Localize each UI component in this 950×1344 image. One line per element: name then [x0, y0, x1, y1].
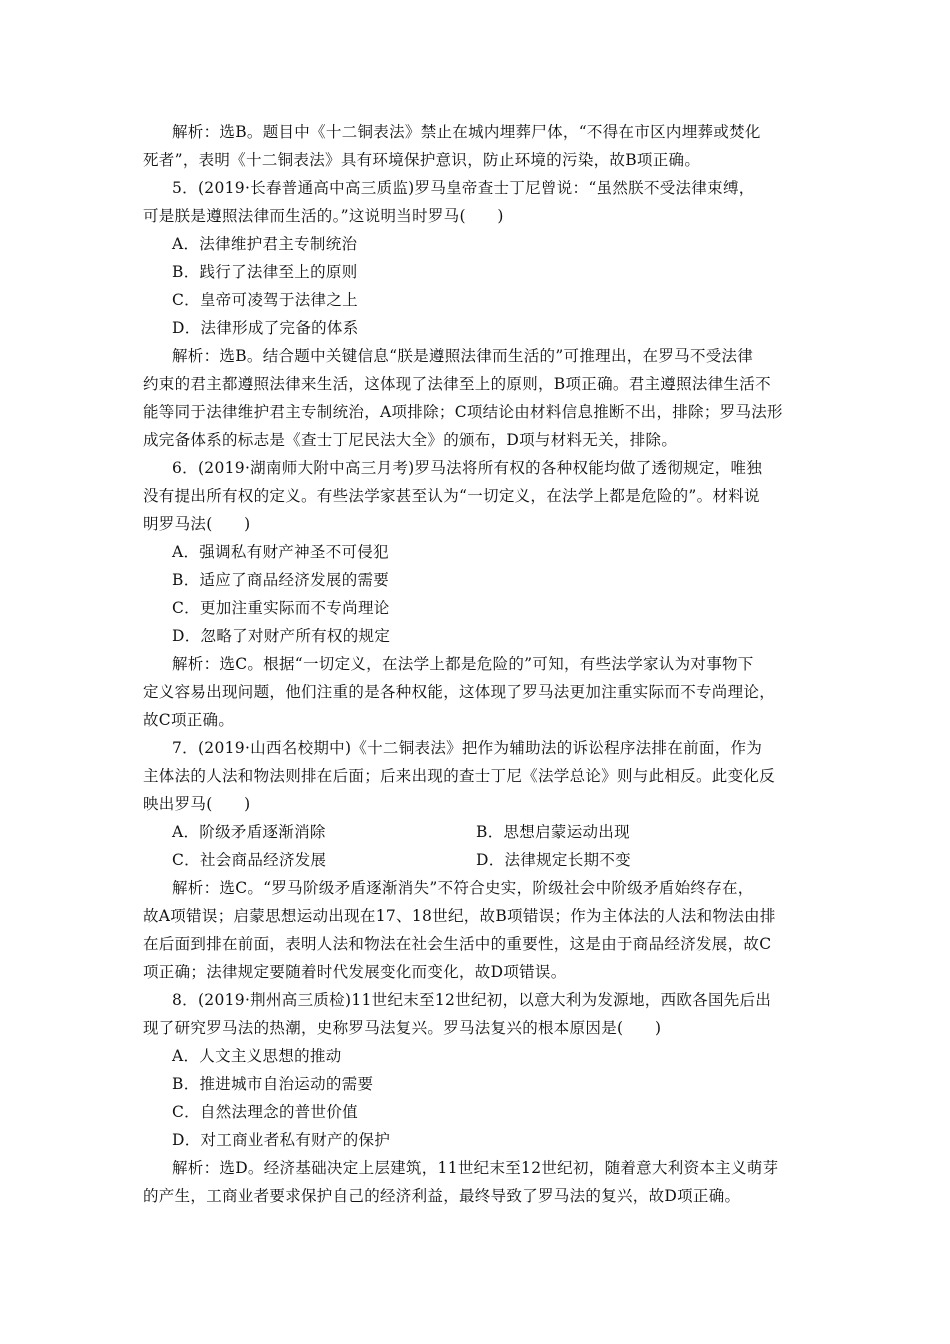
- option-c: C．自然法理念的普世价值: [172, 1103, 358, 1121]
- question-stem: 8．(2019·荆州高三质检)11世纪末至12世纪初，以意大利为发源地，西欧各国先后出: [172, 991, 772, 1009]
- option-a: A．强调私有财产神圣不可侵犯: [172, 543, 389, 561]
- text-line: 解析：选C。“罗马阶级矛盾逐渐消失”不符合史实，阶级社会中阶级矛盾始终存在，: [172, 879, 754, 897]
- option-a: A．人文主义思想的推动: [172, 1047, 342, 1065]
- option-d: D．忽略了对财产所有权的规定: [172, 627, 391, 645]
- text-line: 能等同于法律维护君主专制统治，A项排除；C项结论由材料信息推断不出，排除；罗马法形: [143, 403, 783, 421]
- question-stem: 现了研究罗马法的热潮，史称罗马法复兴。罗马法复兴的根本原因是( ): [143, 1019, 662, 1037]
- question-stem: 明罗马法( ): [143, 515, 251, 533]
- question-stem: 没有提出所有权的定义。有些法学家甚至认为“一切定义，在法学上都是危险的”。材料说: [143, 487, 760, 505]
- text-line: 定义容易出现问题，他们注重的是各种权能，这体现了罗马法更加注重实际而不专尚理论，: [143, 683, 776, 701]
- option-a: A．阶级矛盾逐渐消除: [172, 823, 326, 841]
- question-stem: 映出罗马( ): [143, 795, 251, 813]
- option-c: C．社会商品经济发展: [172, 851, 327, 869]
- text-line: 解析：选B。结合题中关键信息“朕是遵照法律而生活的”可推理出，在罗马不受法律: [172, 347, 754, 365]
- option-b: B．推进城市自治运动的需要: [172, 1075, 374, 1093]
- question-stem: 可是朕是遵照法律而生活的。”这说明当时罗马( ): [143, 207, 504, 225]
- question-stem: 主体法的人法和物法则排在后面；后来出现的查士丁尼《法学总论》则与此相反。此变化反: [143, 767, 776, 785]
- text-line: 约束的君主都遵照法律来生活，这体现了法律至上的原则，B项正确。君主遵照法律生活不: [143, 375, 771, 393]
- option-d: D．法律形成了完备的体系: [172, 319, 359, 337]
- option-b: B．践行了法律至上的原则: [172, 263, 358, 281]
- option-c: C．更加注重实际而不专尚理论: [172, 599, 390, 617]
- option-a: A．法律维护君主专制统治: [172, 235, 358, 253]
- option-b: B．思想启蒙运动出现: [476, 823, 630, 841]
- text-line: 解析：选C。根据“一切定义，在法学上都是危险的”可知，有些法学家认为对事物下: [172, 655, 754, 673]
- text-line: 的产生，工商业者要求保护自己的经济利益，最终导致了罗马法的复兴，故D项正确。: [143, 1187, 741, 1205]
- option-d: D．法律规定长期不变: [476, 851, 631, 869]
- question-stem: 5．(2019·长春普通高中高三质监)罗马皇帝查士丁尼曾说：“虽然朕不受法律束缚，: [172, 179, 755, 197]
- text-line: 项正确；法律规定要随着时代发展变化而变化，故D项错误。: [143, 963, 567, 981]
- question-stem: 6．(2019·湖南师大附中高三月考)罗马法将所有权的各种权能均做了透彻规定，唯独: [172, 459, 763, 477]
- text-line: 死者”，表明《十二铜表法》具有环境保护意识，防止环境的污染，故B项正确。: [143, 151, 701, 169]
- text-line: 解析：选B。题目中《十二铜表法》禁止在城内埋葬尸体，“不得在市区内埋葬或焚化: [172, 123, 761, 141]
- text-line: 解析：选D。经济基础决定上层建筑，11世纪末至12世纪初，随着意大利资本主义萌芽: [172, 1159, 779, 1177]
- text-line: 故C项正确。: [143, 711, 235, 729]
- text-line: 在后面到排在前面，表明人法和物法在社会生活中的重要性，这是由于商品经济发展，故C: [143, 935, 772, 953]
- option-c: C．皇帝可凌驾于法律之上: [172, 291, 358, 309]
- text-line: 故A项错误；启蒙思想运动出现在17、18世纪，故B项错误；作为主体法的人法和物法由排: [143, 907, 776, 925]
- question-stem: 7．(2019·山西名校期中)《十二铜表法》把作为辅助法的诉讼程序法排在前面，作为: [172, 739, 763, 757]
- text-line: 成完备体系的标志是《查士丁尼民法大全》的颁布，D项与材料无关，排除。: [143, 431, 678, 449]
- option-d: D．对工商业者私有财产的保护: [172, 1131, 391, 1149]
- option-b: B．适应了商品经济发展的需要: [172, 571, 390, 589]
